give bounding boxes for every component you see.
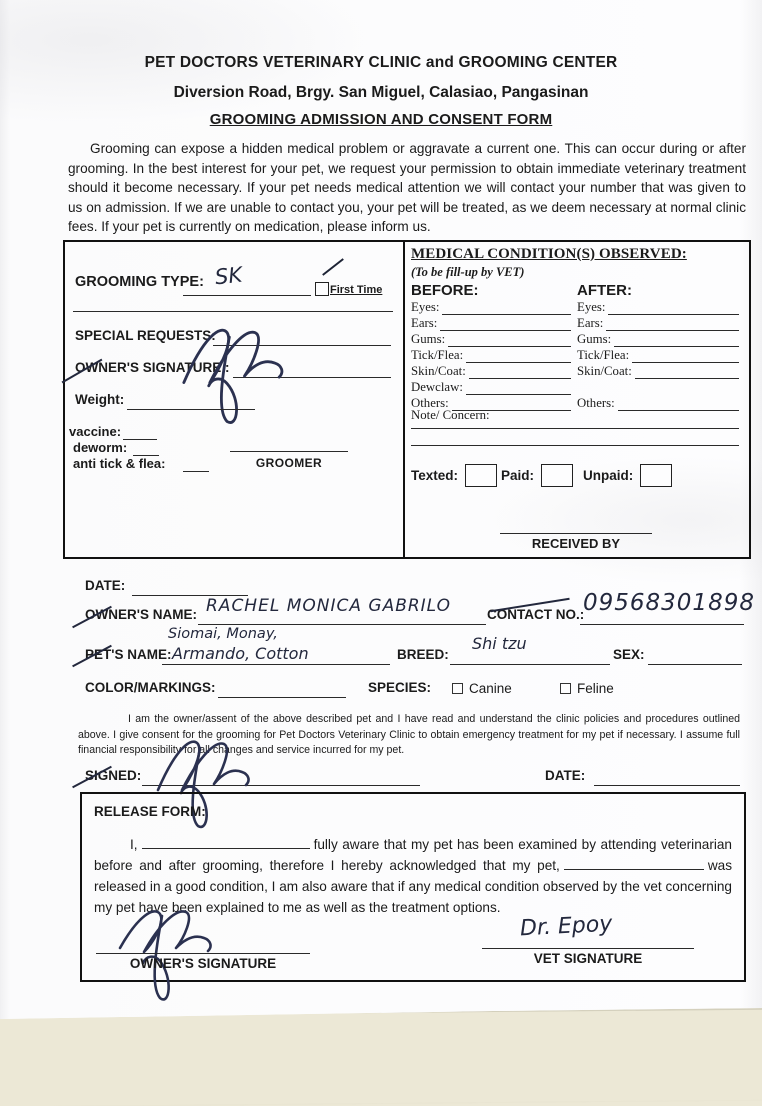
scanner-bed-background — [0, 1010, 762, 1106]
before-column-label: BEFORE: — [411, 282, 479, 299]
anti-tick-flea-line — [183, 470, 209, 472]
before-gums-row — [411, 332, 571, 347]
unpaid-row — [583, 464, 672, 487]
after-eyes-row — [577, 300, 739, 315]
vaccine-label: vaccine: — [69, 424, 122, 439]
weight-line — [127, 408, 255, 410]
canine-checkbox — [452, 683, 463, 694]
breed-handwritten-value: Shi tzu — [472, 634, 527, 653]
medical-conditions-subtitle: (To be fill-up by VET) — [411, 265, 525, 279]
before-ears-label: Ears: — [411, 316, 438, 330]
vaccine-line — [123, 438, 157, 440]
after-tickflea-label: Tick/Flea: — [577, 348, 630, 362]
before-tickflea-label: Tick/Flea: — [411, 348, 464, 362]
before-ears-line — [440, 329, 571, 331]
pets-name-handwritten-line2: Armando, Cotton — [172, 644, 309, 663]
feline-label: Feline — [577, 681, 614, 696]
signed-date-label: DATE: — [545, 768, 586, 783]
owners-name-handwritten-value: RACHEL MONICA GABRILO — [206, 596, 452, 616]
color-markings-line — [218, 696, 346, 698]
clinic-address: Diversion Road, Brgy. San Miguel, Calasiao, Pangasinan — [173, 84, 589, 101]
after-others-row — [577, 396, 739, 411]
signed-label: SIGNED: — [85, 768, 142, 783]
signed-date-line — [594, 784, 740, 786]
vet-signature-handwriting: Dr. Epoy — [519, 911, 613, 942]
after-eyes-line — [608, 313, 739, 315]
before-eyes-row — [411, 300, 571, 315]
release-segment-1: I, — [130, 837, 138, 852]
before-gums-label: Gums: — [411, 332, 446, 346]
release-form-box — [80, 792, 746, 982]
note-line-2 — [411, 444, 739, 446]
paid-row — [501, 464, 573, 487]
before-dewclaw-row — [411, 380, 571, 395]
clinic-name: PET DOCTORS VETERINARY CLINIC and GROOMING CENTER — [144, 54, 618, 71]
after-tickflea-row — [577, 348, 739, 363]
special-requests-label: SPECIAL REQUESTS: — [75, 328, 216, 343]
pets-name-line — [162, 663, 390, 665]
before-skincoat-label: Skin/Coat: — [411, 364, 466, 378]
release-segment-2: fully aware that my pet has been examined by attending veterinarian before and after grooming, therefore I hereby acknowledged that my pet, — [94, 837, 732, 873]
release-name-blank — [142, 836, 310, 849]
received-by-label: RECEIVED BY — [531, 536, 621, 551]
owner-signature-handwriting — [173, 310, 303, 440]
note-line-1 — [411, 427, 739, 429]
received-by-line — [500, 532, 652, 534]
weight-label: Weight: — [75, 392, 125, 407]
owner-signature-line — [96, 952, 310, 954]
paid-checkbox — [541, 464, 573, 487]
contact-no-label: CONTACT NO.: — [487, 607, 585, 622]
grooming-type-label: GROOMING TYPE: — [75, 274, 204, 290]
sex-label: SEX: — [613, 647, 645, 662]
contact-no-line — [580, 623, 744, 625]
after-tickflea-line — [632, 361, 739, 363]
feline-checkbox — [560, 683, 571, 694]
top-boxes-container — [63, 240, 751, 559]
pets-name-handwritten-line1: Siomai, Monay, — [168, 626, 278, 642]
after-skincoat-label: Skin/Coat: — [577, 364, 632, 378]
texted-row — [411, 464, 497, 487]
after-column-label: AFTER: — [577, 282, 632, 299]
owners-name-label: OWNER'S NAME: — [85, 607, 197, 622]
before-gums-line — [448, 345, 571, 347]
before-skincoat-line — [469, 377, 571, 379]
after-skincoat-row — [577, 364, 739, 379]
form-title: GROOMING ADMISSION AND CONSENT FORM — [209, 111, 553, 128]
before-tickflea-line — [466, 361, 571, 363]
texted-checkbox — [465, 464, 497, 487]
sex-line — [648, 663, 742, 665]
breed-label: BREED: — [397, 647, 449, 662]
after-eyes-label: Eyes: — [577, 300, 606, 314]
grooming-type-handwritten-value: SK — [213, 262, 244, 290]
anti-tick-flea-label: anti tick & flea: — [73, 456, 166, 471]
consent-paragraph: I am the owner/assent of the above described pet and I have read and understand the clinic policies and procedures outlined above. I give consent for the grooming for Pet Doctors Veterinary Clinic to obtain emergency treatment for my pet if necessary. I assume full financial responsibility for all changes and service incurred for my pet. — [78, 713, 740, 756]
unpaid-label: Unpaid: — [583, 468, 634, 483]
before-dewclaw-label: Dewclaw: — [411, 380, 463, 394]
before-others-label: Others: — [411, 396, 449, 410]
release-segment-3: was released in a good condition, I am also aware that if any medical condition observed by the vet concerning my pet have been explained to me as well as the treatment options. — [94, 858, 732, 915]
medical-conditions-box — [403, 242, 749, 557]
texted-label: Texted: — [411, 468, 459, 483]
before-tickflea-row — [411, 348, 571, 363]
before-ears-row — [411, 316, 571, 331]
owners-name-line — [198, 623, 486, 625]
before-dewclaw-line — [466, 393, 571, 395]
first-time-label: First Time — [330, 284, 383, 296]
grooming-box — [65, 242, 403, 557]
after-ears-label: Ears: — [577, 316, 604, 330]
after-gums-label: Gums: — [577, 332, 612, 346]
vet-signature-label: VET SIGNATURE — [533, 951, 643, 966]
after-gums-row — [577, 332, 739, 347]
before-skincoat-row — [411, 364, 571, 379]
species-label: SPECIES: — [368, 680, 432, 695]
release-form-title: RELEASE FORM: — [94, 804, 206, 819]
breed-line — [450, 663, 610, 665]
after-others-label: Others: — [577, 396, 615, 410]
after-ears-row — [577, 316, 739, 331]
first-time-checkbox — [315, 282, 329, 296]
owner-signature-label: OWNER'S SIGNATURE — [129, 956, 277, 971]
note-concern-label: Note/ Concern: — [411, 408, 490, 422]
species-feline-option — [560, 681, 614, 696]
after-ears-line — [606, 329, 739, 331]
before-eyes-line — [442, 313, 571, 315]
paid-label: Paid: — [501, 468, 535, 483]
pets-name-label: PET'S NAME: — [85, 647, 172, 662]
color-markings-label: COLOR/MARKINGS: — [85, 680, 216, 695]
after-others-line — [618, 409, 739, 411]
before-eyes-label: Eyes: — [411, 300, 440, 314]
grooming-type-line — [183, 294, 311, 296]
intro-paragraph: Grooming can expose a hidden medical problem or aggravate a current one. This can occur during or after grooming. In the best interest for your pet, we request your permission to obtain immediate veterinary treatment should it become necessary. If your pet needs medical attention we will contact your number that was given to us on admission. If we are unable to contact you, your pet will be treated, as we deem necessary at normal clinic fees. If your pet is currently on medication, please inform us. — [68, 141, 746, 234]
unpaid-checkbox — [640, 464, 672, 487]
after-skincoat-line — [635, 377, 739, 379]
groomer-label: GROOMER — [255, 456, 323, 470]
species-canine-option — [452, 681, 512, 696]
vet-signature-line — [482, 947, 694, 949]
deworm-label: deworm: — [73, 440, 128, 455]
canine-label: Canine — [469, 681, 512, 696]
contact-no-handwritten-value: 09568301898 — [583, 590, 755, 616]
date-label: DATE: — [85, 578, 126, 593]
release-pet-blank — [564, 857, 704, 870]
owners-signature-label: OWNER'S SIGNATURE : — [75, 360, 230, 375]
groomer-signature-line — [230, 450, 348, 452]
after-gums-line — [614, 345, 739, 347]
medical-conditions-title: MEDICAL CONDITION(S) OBSERVED: — [411, 246, 687, 262]
